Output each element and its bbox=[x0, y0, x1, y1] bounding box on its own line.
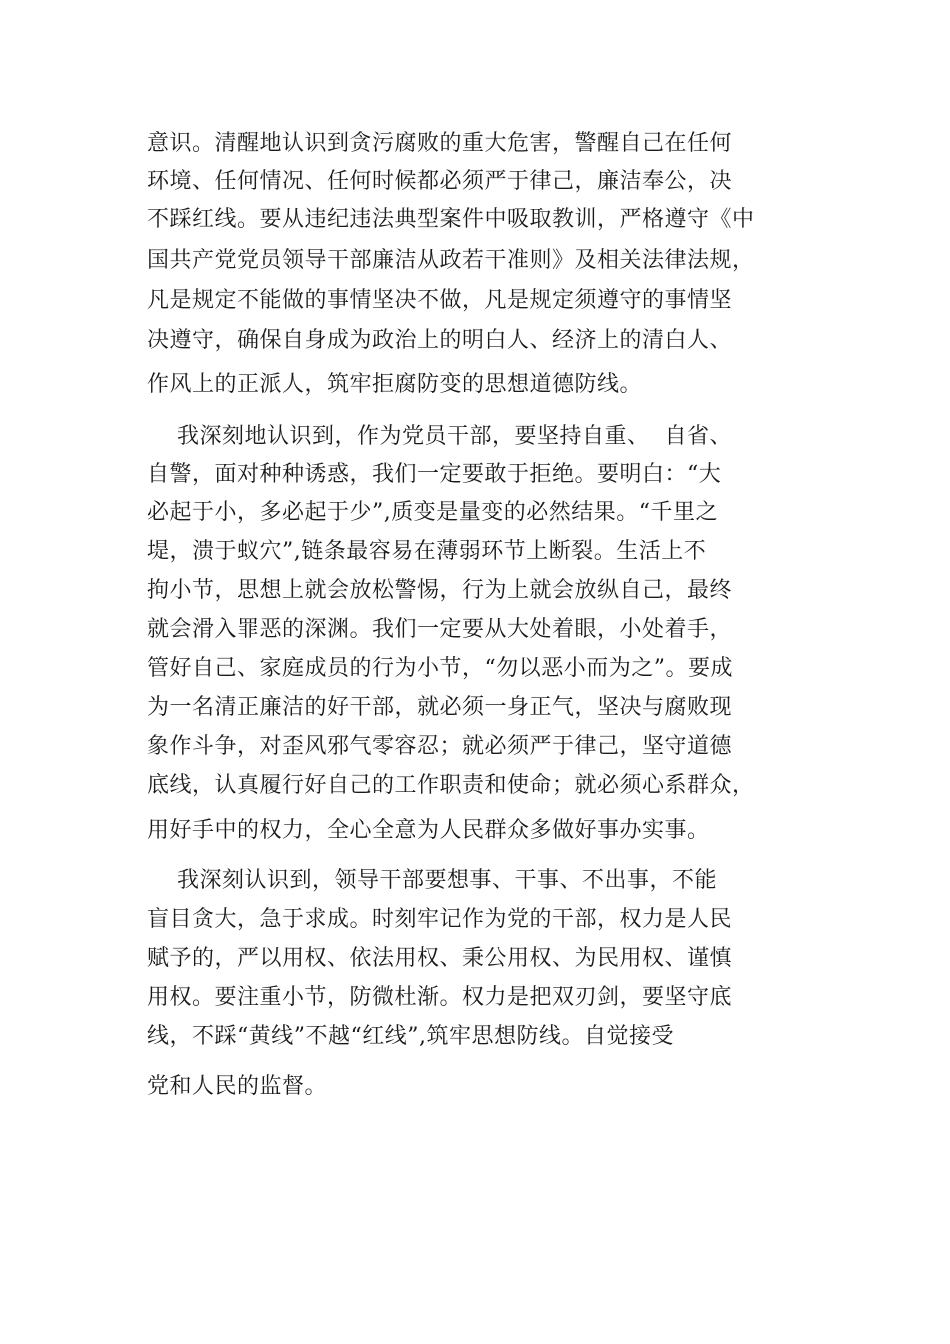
paragraph-1-line-7: 作风上的正派人，筑牢拒腐防变的思想道德防线。 bbox=[147, 372, 643, 397]
paragraph-1-line-6: 决遵守，确保自身成为政治上的明白人、经济上的清白人、 bbox=[147, 328, 733, 353]
paragraph-1-line-3: 不踩红线。要从违纪违法典型案件中吸取教训，严格遵守《中 bbox=[147, 207, 755, 232]
paragraph-2-line-8: 为一名清正廉洁的好干部，就必须一身正气，坚决与腐败现 bbox=[147, 695, 733, 720]
paragraph-1-line-5: 凡是规定不能做的事情坚决不做，凡是规定须遵守的事情坚 bbox=[147, 288, 733, 313]
paragraph-1-line-1: 意识。清醒地认识到贪污腐败的重大危害，警醒自己在任何 bbox=[147, 131, 733, 156]
paragraph-3-line-2: 盲目贪大，急于求成。时刻牢记作为党的干部，权力是人民 bbox=[147, 907, 733, 932]
paragraph-2-line-1: 我深刻地认识到，作为党员干部，要坚持自重、 自省、 bbox=[147, 424, 732, 449]
paragraph-2-line-2: 自警，面对种种诱惑，我们一定要敢于拒绝。要明白：“大 bbox=[147, 462, 722, 487]
paragraph-3-line-5: 线，不踩“黄线”不越“红线”,筑牢思想防线。自觉接受 bbox=[147, 1024, 674, 1049]
paragraph-2-line-3: 必起于小，多必起于少”,质变是量变的必然结果。“千里之 bbox=[147, 500, 718, 525]
paragraph-2-line-5: 拘小节，思想上就会放松警惕，行为上就会放纵自己，最终 bbox=[147, 578, 733, 603]
paragraph-3-line-1: 我深刻认识到，领导干部要想事、干事、不出事，不能 bbox=[147, 868, 717, 893]
paragraph-2-line-11: 用好手中的权力，全心全意为人民群众多做好事办实事。 bbox=[147, 818, 710, 843]
paragraph-3-line-4: 用权。要注重小节，防微杜渐。权力是把双刃剑，要坚守底 bbox=[147, 985, 733, 1010]
paragraph-2-line-6: 就会滑入罪恶的深渊。我们一定要从大处着眼，小处着手， bbox=[147, 617, 733, 642]
paragraph-3-line-3: 赋予的，严以用权、依法用权、秉公用权、为民用权、谨慎 bbox=[147, 946, 733, 971]
paragraph-2-line-7: 管好自己、家庭成员的行为小节，“勿以恶小而为之”。要成 bbox=[147, 656, 733, 681]
paragraph-1-line-4: 国共产党党员领导干部廉洁从政若干准则》及相关法律法规， bbox=[147, 248, 755, 273]
paragraph-2-line-4: 堤，溃于蚁穴”,链条最容易在薄弱环节上断裂。生活上不 bbox=[147, 539, 707, 564]
paragraph-2-line-9: 象作斗争，对歪风邪气零容忍；就必须严于律己，坚守道德 bbox=[147, 734, 733, 759]
paragraph-1-line-2: 环境、任何情况、任何时候都必须严于律己，廉洁奉公，决 bbox=[147, 169, 733, 194]
paragraph-3-line-6: 党和人民的监督。 bbox=[147, 1074, 328, 1099]
paragraph-2-line-10: 底线，认真履行好自己的工作职责和使命；就必须心系群众， bbox=[147, 773, 755, 798]
